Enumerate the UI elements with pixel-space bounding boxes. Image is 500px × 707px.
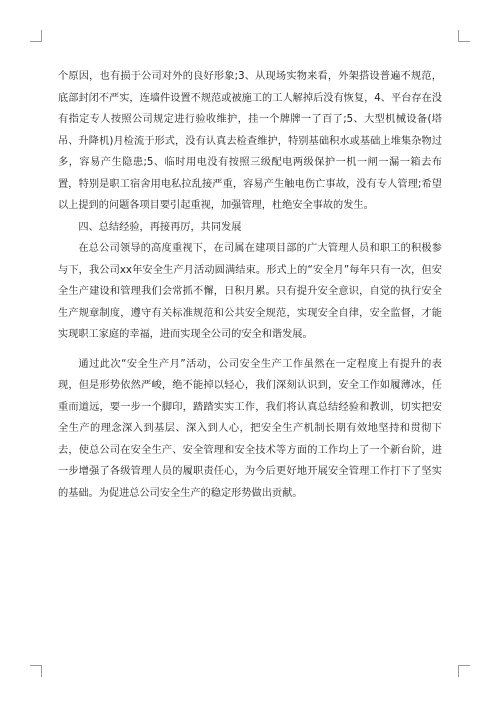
crop-mark-top-right [458,30,470,42]
crop-mark-bottom-right [458,665,470,677]
document-body [58,66,442,504]
paragraph-summary: 在总公司领导的高度重视下，在司属在建项目部的广大管理人员和职工的积极参与下，我公司xx年安全生产月活动圆满结束。形式上的“安全月”每年只有一次，但安全生产建设和管理我们会常抓不懈，日积月累。只有提升安全意识，自觉的执行安全生产规章制度，遵守有关标准规范和公共安全规范，实现安全自律，安全监督，才能实现职工家庭的幸福，进而实现全公司的安全和谐发展。 [58,243,442,340]
paragraph-issues-list: 个原因，也有损于公司对外的良好形象;3、从现场实物来看，外架搭设普遍不规范，底部封闭不严实，连墙件设置不规范或被施工的工人解掉后没有恢复，4、平台存在没有指定专人按照公司规定进行验收维护，挂一个牌牌一了百了;5、大型机械设备(塔吊、升降机)月检流于形式，没有认真去检查维护，特别基础积水或基础上堆集杂物过多，容易产生隐患;5、临时用电没有按照三级配电两级保护一机一闸一漏一箱去布置，特别是职工宿舍用电私拉乱接严重，容易产生触电伤亡事故，没有专人管理;希望以上提到的问题各项目要引起重视，加强管理，杜绝安全事故的发生。 [58,71,442,211]
section-heading: 四、总结经验，再接再厉，共同发展 [78,221,242,233]
paragraph-conclusion: 通过此次“安全生产月”活动，公司安全生产工作虽然在一定程度上有提升的表现，但是形势依然严峻，绝不能掉以轻心，我们深刻认识到，安全工作如履薄冰，任重而道远，要一步一个脚印，踏踏实实工作，我们将认真总结经验和教训，切实把安全生产的理念深入到基层、深入到人心，把安全生产机制长期有效地坚持和贯彻下去，使总公司在安全生产、安全管理和安全技术等方面的工作均上了一个新台阶，进一步增强了各级管理人员的履职责任心，为今后更好地开展安全管理工作打下了坚实的基础。为促进总公司安全生产的稳定形势做出贡献。 [58,358,442,499]
crop-mark-top-left [30,30,42,42]
crop-mark-bottom-left [30,665,42,677]
